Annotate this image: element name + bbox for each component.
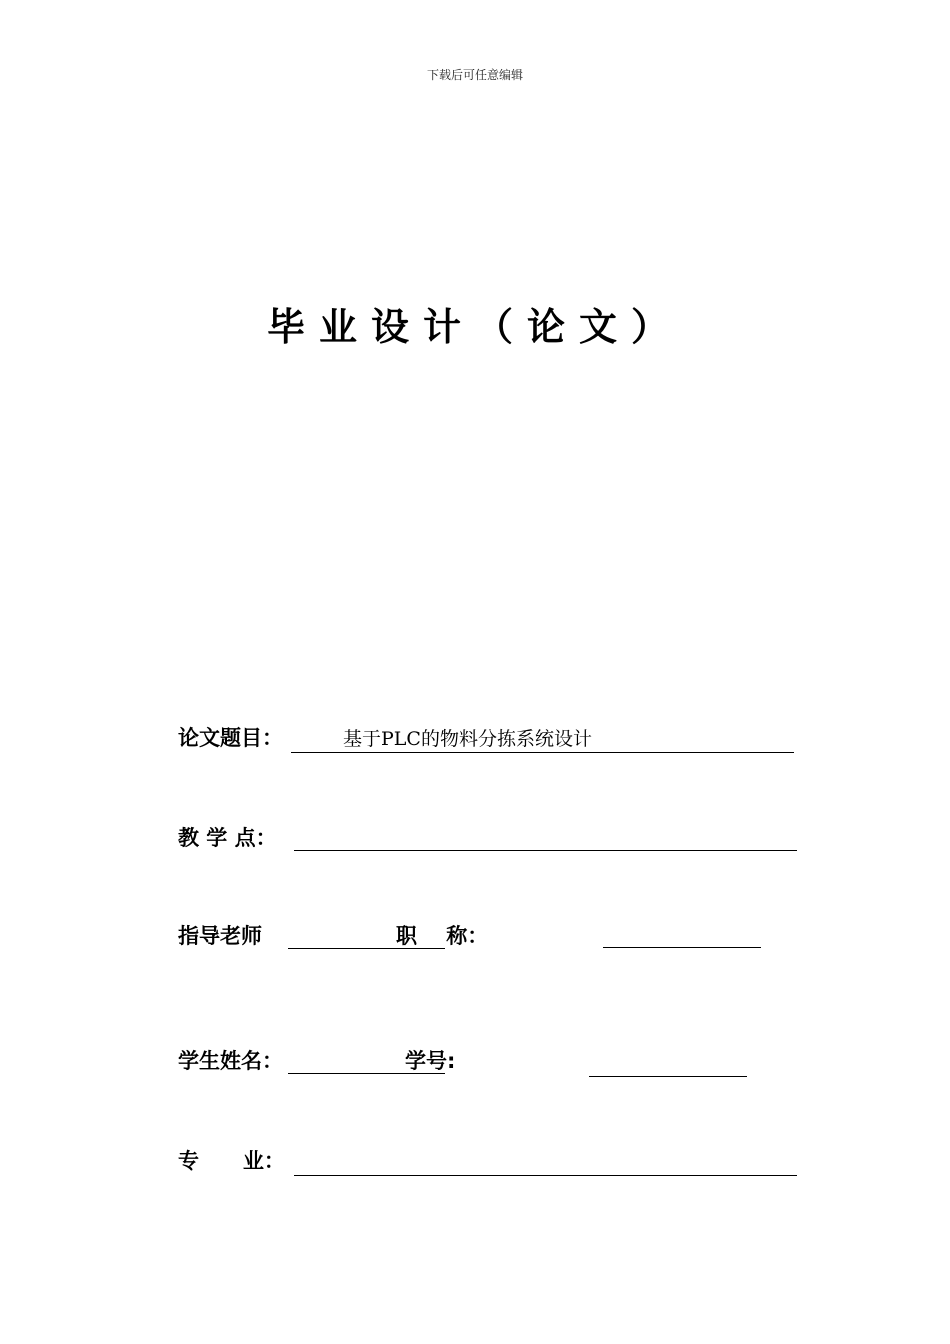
- student-id-underline: [589, 1076, 747, 1077]
- student-id-label: 学号:: [405, 1049, 456, 1073]
- thesis-title-label: 论文题目：: [178, 726, 283, 750]
- major-underline: [294, 1175, 797, 1176]
- thesis-title-value[interactable]: 基于PLC的物料分拣系统设计: [343, 728, 592, 750]
- thesis-title-underline: [291, 752, 794, 753]
- major-label: 专 业：: [178, 1149, 285, 1173]
- header-note: 下载后可任意编辑: [426, 68, 523, 82]
- teaching-site-underline: [294, 850, 797, 851]
- advisor-label: 指导老师: [178, 924, 262, 948]
- advisor-title-label: 职 称：: [396, 924, 489, 948]
- teaching-site-label: 教 学 点：: [178, 826, 277, 850]
- document-title: 毕业设计（论文）: [266, 305, 683, 349]
- student-name-label: 学生姓名：: [178, 1049, 283, 1073]
- advisor-title-underline: [603, 947, 761, 948]
